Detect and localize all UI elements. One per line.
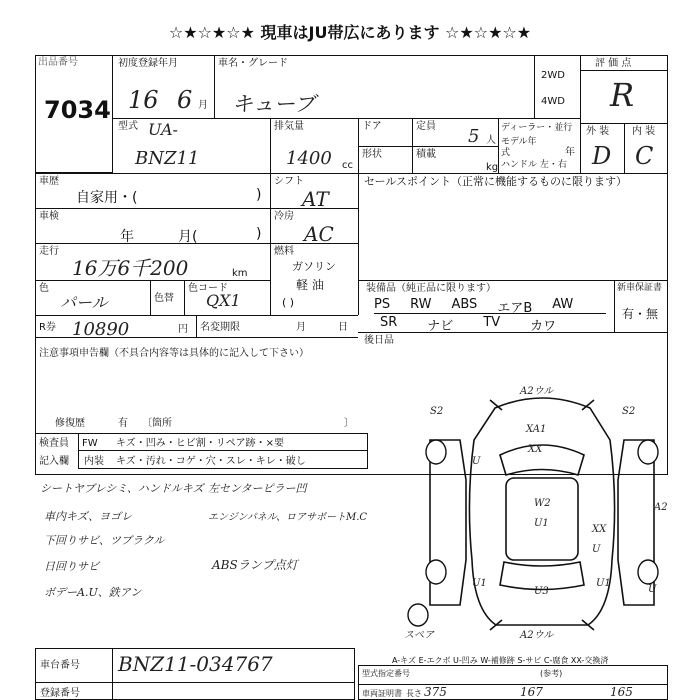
handle-label: ハンドル 左・右 <box>501 160 567 170</box>
equip-sr: SR <box>380 315 398 330</box>
aircon-value: AC <box>304 222 334 246</box>
equip-rw: RW <box>410 297 432 312</box>
grade-value: R <box>610 76 635 114</box>
shift-label: シフト <box>274 176 304 187</box>
inspection-label: 車検 <box>39 211 59 222</box>
doors-label: ドア <box>362 121 382 132</box>
note-line: ABSランプ点灯 <box>212 558 298 572</box>
mark-roof-w2: W2 <box>534 498 551 509</box>
drive-4wd: 4WD <box>541 96 565 107</box>
inspection-month: 月( <box>178 229 198 245</box>
capacity-unit: 人 <box>486 135 496 146</box>
note-line: 左センターピラー凹 <box>208 482 307 495</box>
inspection-year: 年 <box>120 229 134 245</box>
equip-leather: カワ <box>530 319 557 334</box>
model-label: 型式 <box>118 121 138 132</box>
color-change-label: 色替 <box>154 293 174 304</box>
dims-width: 167 <box>520 685 543 699</box>
registration-number-label: 登録番号 <box>40 688 80 699</box>
grade-exterior: D <box>592 142 612 170</box>
model-prefix: UA- <box>148 120 178 139</box>
inspection-close: ) <box>256 226 262 242</box>
registration-month: 6 <box>177 86 193 114</box>
usage-close: ) <box>256 187 262 203</box>
grade-interior: C <box>635 142 654 170</box>
mark-rear-right: U1 <box>596 578 611 589</box>
displacement-label: 排気量 <box>274 121 304 132</box>
mark-roof-u1: U1 <box>534 518 549 529</box>
wheel-rear-right <box>638 560 658 584</box>
warranty-value: 有・無 <box>622 307 659 321</box>
equip-abs: ABS <box>451 297 478 312</box>
mileage-unit: km <box>232 268 248 279</box>
lot-number: 7034 <box>44 96 111 124</box>
registration-year: 16 <box>128 86 159 114</box>
wheel-rear-left <box>426 560 446 584</box>
mileage-label: 走行 <box>39 246 59 257</box>
notes-label: 注意事項申告欄（不具合内容等は具体的に記入して下さい） <box>39 348 309 359</box>
handwritten-notes <box>40 478 370 608</box>
note-line: 日回りサビ <box>44 560 99 573</box>
recycle-value: 10890 <box>72 319 130 340</box>
displacement-unit: cc <box>342 160 353 171</box>
record-label: 記入欄 <box>39 456 69 467</box>
color-code: QX1 <box>206 291 241 310</box>
model-year-unit: 年 <box>565 147 575 158</box>
grade-exterior-label: 外 装 <box>586 126 610 137</box>
chassis-label: 車台番号 <box>40 660 80 671</box>
legend-sub: (参考) <box>540 669 563 678</box>
capacity-value: 5 <box>468 126 480 147</box>
fuel-label: 燃料 <box>274 246 294 257</box>
registration-month-unit: 月 <box>198 100 208 111</box>
model-value: BNZ11 <box>135 148 200 169</box>
note-line: エンジンパネル、ロアサポートM.C <box>208 512 368 523</box>
equip-navi: ナビ <box>427 319 454 334</box>
chassis-value: BNZ11-034767 <box>118 652 273 676</box>
mark-s2-right: S2 <box>622 406 636 417</box>
load-label: 積載 <box>416 149 436 160</box>
note-line: 下回りサビ、ツブラクル <box>44 534 165 547</box>
spare-tire <box>408 604 428 626</box>
mark-rear-wheel-right: U <box>648 584 657 595</box>
dims-label: 車両証明書 <box>362 689 402 698</box>
equipment-label: 装備品（純正品に限ります） <box>366 283 496 294</box>
usage-value: 自家用・( <box>76 190 138 206</box>
drive-2wd: 2WD <box>541 70 565 81</box>
name-change-day: 日 <box>338 322 348 333</box>
mark-rear-left: U1 <box>472 578 487 589</box>
usage-label: 車歴 <box>39 176 59 187</box>
mark-trunk: U3 <box>534 586 549 597</box>
note-line: 車内キズ、ヨゴレ <box>44 510 133 523</box>
car-name-value: キューブ <box>232 92 315 116</box>
aircon-label: 冷房 <box>274 211 294 222</box>
repair-close: 〕 <box>344 418 354 429</box>
color-code-label: 色コード <box>188 283 228 294</box>
recycle-label: R券 <box>39 322 56 333</box>
repair-label: 修復歴 <box>55 418 85 429</box>
grade-interior-label: 内 装 <box>632 126 656 137</box>
equip-tv: TV <box>483 315 501 330</box>
header-banner: ☆★☆★☆★ 現車はJU帯広にあります ☆★☆★☆★ <box>168 23 532 42</box>
type-number-label: 型式指定番号 <box>362 669 410 678</box>
recycle-unit: 円 <box>178 324 188 335</box>
dealer-label: ディーラー・並行 <box>501 123 573 133</box>
mark-door-right-u: U <box>592 544 601 555</box>
note-line: ボデーA.U、鉄アン <box>44 586 142 599</box>
warranty-label: 新車保証書 <box>617 283 663 293</box>
damage-diagram <box>400 380 685 645</box>
mark-hood: XA1 <box>526 424 547 435</box>
mark-right-a2: A2 <box>654 502 668 513</box>
name-change-month: 月 <box>296 322 306 333</box>
mark-windshield: XX <box>528 444 543 455</box>
model-year-label: モデル年式 <box>501 137 537 158</box>
repair-value: 有 <box>118 418 128 429</box>
car-name-label: 車名・グレード <box>218 58 288 69</box>
dims-height: 165 <box>610 685 633 699</box>
wheel-front-right <box>638 440 658 464</box>
record-items: キズ・汚れ・コゲ・穴・スレ・キレ・破し <box>116 456 306 467</box>
capacity-label: 定員 <box>416 121 436 132</box>
registration-label: 初度登録年月 <box>118 58 178 69</box>
fuel-diesel: 軽 油 <box>296 278 324 292</box>
checker-box <box>78 433 368 469</box>
mark-fender-left: U <box>472 456 481 467</box>
dims-length-label: 長さ <box>406 689 422 698</box>
color-value: パール <box>60 293 108 312</box>
color-label: 色 <box>39 283 49 294</box>
dims-length: 375 <box>424 685 447 699</box>
mark-rear-bumper: A2ウル <box>520 630 554 641</box>
checker-fw: FW <box>82 438 98 449</box>
checker-items: キズ・凹み・ヒビ割・リペア跡・×要 <box>116 438 284 449</box>
mark-s2-left: S2 <box>430 406 444 417</box>
name-change-label: 名変期限 <box>200 322 240 333</box>
fuel-gas: ガソリン <box>292 260 336 273</box>
displacement-value: 1400 <box>286 148 332 169</box>
mark-front: A2ウル <box>520 386 554 397</box>
repair-place: 〔箇所 <box>142 418 172 429</box>
mark-spare: スペア <box>404 630 434 641</box>
record-interior: 内装 <box>84 456 104 467</box>
equip-ps: PS <box>374 297 391 312</box>
shift-value: AT <box>302 187 329 211</box>
wheel-front-left <box>426 440 446 464</box>
mileage-value: 16万6千200 <box>72 256 189 280</box>
grade-label: 評 価 点 <box>595 58 632 69</box>
equip-aw: AW <box>552 297 574 312</box>
note-line: シートヤブレシミ、ハンドルキズ <box>40 482 204 495</box>
sales-point-label: セールスポイント（正常に機能するものに限ります） <box>364 175 628 188</box>
legend-text: A-キズ E-エクボ U-凹み W-補修跡 S-サビ C-腐食 XX-交換済 <box>392 656 609 665</box>
fuel-paren: ( ) <box>282 296 295 309</box>
checker-label: 検査員 <box>39 438 69 449</box>
shape-label: 形状 <box>362 149 382 160</box>
equip-airbag: エアB <box>497 301 533 316</box>
load-unit: kg <box>486 162 499 173</box>
after-parts-label: 後日品 <box>364 335 394 346</box>
lot-label: 出品番号 <box>38 57 78 68</box>
mark-door-right-xx: XX <box>592 524 607 535</box>
